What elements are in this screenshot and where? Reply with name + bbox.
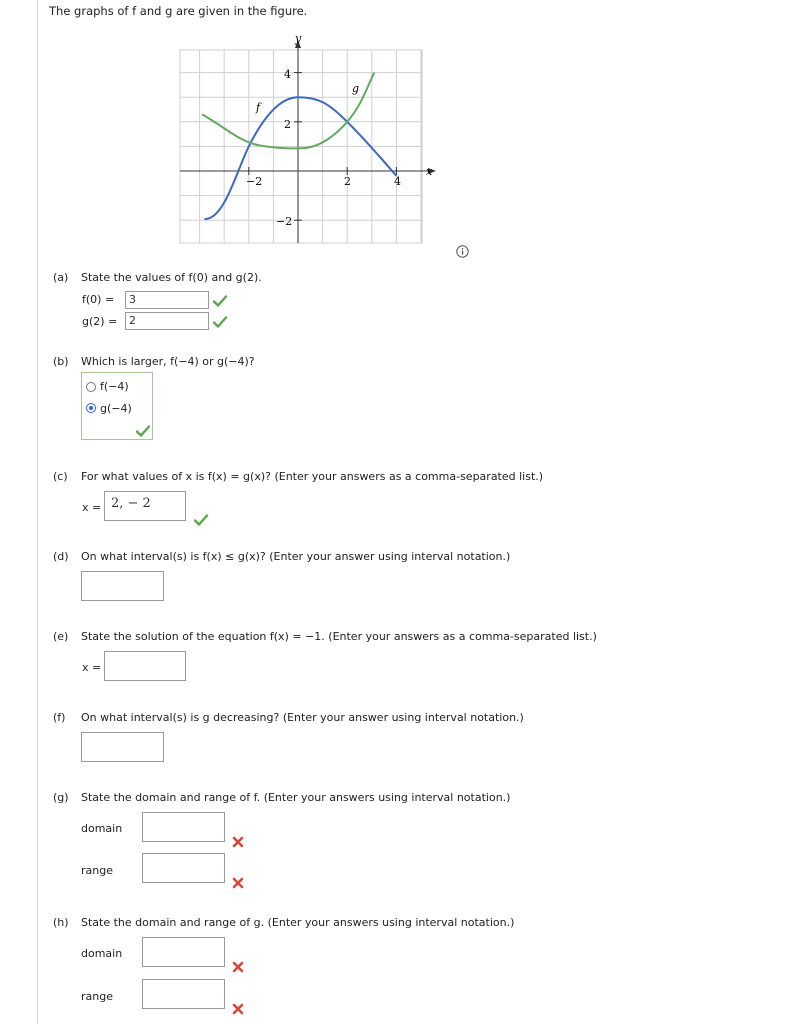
radio-g-neg4[interactable] — [86, 403, 96, 413]
h-domain-input[interactable] — [142, 937, 225, 967]
g-domain-label: domain — [81, 822, 123, 835]
question-h — [53, 916, 514, 929]
problem-intro: The graphs of f and g are given in the figure. — [49, 4, 308, 18]
incorrect-x-icon — [232, 1003, 244, 1015]
correct-check-icon — [136, 425, 150, 437]
incorrect-x-icon — [232, 836, 244, 848]
correct-check-icon — [213, 316, 227, 328]
d-answer-input[interactable] — [81, 571, 164, 601]
question-e — [53, 630, 597, 643]
question-c — [53, 470, 543, 483]
g-range-label: range — [81, 864, 113, 877]
h-domain-label: domain — [81, 947, 123, 960]
choice-panel — [81, 372, 153, 440]
c-x-label: x = — [82, 501, 102, 514]
f0-value: 3 — [129, 293, 136, 306]
question-g — [53, 791, 510, 804]
tick-label-x-neg2: −2 — [246, 175, 263, 188]
question-text: On what interval(s) is f(x) ≤ g(x)? (Enter your answer using interval notation.) — [81, 550, 511, 563]
question-f — [53, 711, 524, 724]
e-x-label: x = — [82, 661, 102, 674]
g2-label: g(2) = — [82, 315, 118, 328]
question-text: State the domain and range of g. (Enter your answers using interval notation.) — [81, 916, 515, 929]
option-g-neg4-label: g(−4) — [100, 402, 132, 415]
f0-input[interactable] — [125, 291, 209, 309]
question-d — [53, 550, 510, 563]
option-f-neg4-label: f(−4) — [100, 380, 129, 393]
curve-label-f: f — [256, 101, 261, 114]
axis-label-y: y — [295, 32, 302, 45]
question-text: On what interval(s) is g decreasing? (Enter your answer using interval notation.) — [81, 711, 524, 724]
h-range-input[interactable] — [142, 979, 225, 1009]
c-answer-value: 2, − 2 — [111, 496, 151, 511]
question-letter: (a) — [53, 271, 69, 284]
question-text: State the solution of the equation f(x) = −1. (Enter your answers as a comma-separated list.) — [81, 630, 597, 643]
question-text: State the values of f(0) and g(2). — [81, 271, 262, 284]
g2-value: 2 — [129, 314, 136, 327]
e-answer-input[interactable] — [104, 651, 186, 681]
tick-label-x-2: 2 — [344, 175, 351, 188]
g-domain-input[interactable] — [142, 812, 225, 842]
c-answer-input[interactable] — [104, 491, 186, 521]
question-a — [53, 271, 262, 284]
tick-label-y-neg2: −2 — [276, 215, 293, 228]
tick-label-y-4: 4 — [284, 68, 291, 81]
incorrect-x-icon — [232, 961, 244, 973]
question-letter: (e) — [53, 630, 69, 643]
incorrect-x-icon — [232, 877, 244, 889]
g-range-input[interactable] — [142, 853, 225, 883]
question-letter: (f) — [53, 711, 66, 724]
tick-label-x-4: 4 — [394, 175, 401, 188]
info-icon[interactable] — [456, 245, 469, 258]
function-graph — [178, 30, 438, 250]
curve-label-g: g — [352, 82, 360, 95]
question-text: For what values of x is f(x) = g(x)? (Enter your answers as a comma-separated list.) — [81, 470, 544, 483]
axis-label-x: x — [426, 165, 433, 178]
f-answer-input[interactable] — [81, 732, 164, 762]
question-letter: (d) — [53, 550, 69, 563]
correct-check-icon — [213, 295, 227, 307]
question-text: Which is larger, f(−4) or g(−4)? — [81, 355, 255, 368]
f0-label: f(0) = — [82, 293, 115, 306]
question-b — [53, 355, 255, 368]
question-letter: (b) — [53, 355, 69, 368]
radio-f-neg4[interactable] — [86, 382, 96, 392]
left-border-rule — [37, 0, 38, 1024]
correct-check-icon — [194, 514, 208, 526]
h-range-label: range — [81, 990, 113, 1003]
g2-input[interactable] — [125, 312, 209, 330]
question-text: State the domain and range of f. (Enter your answers using interval notation.) — [81, 791, 511, 804]
tick-label-y-2: 2 — [284, 118, 291, 131]
question-letter: (c) — [53, 470, 68, 483]
question-letter: (h) — [53, 916, 69, 929]
question-letter: (g) — [53, 791, 69, 804]
